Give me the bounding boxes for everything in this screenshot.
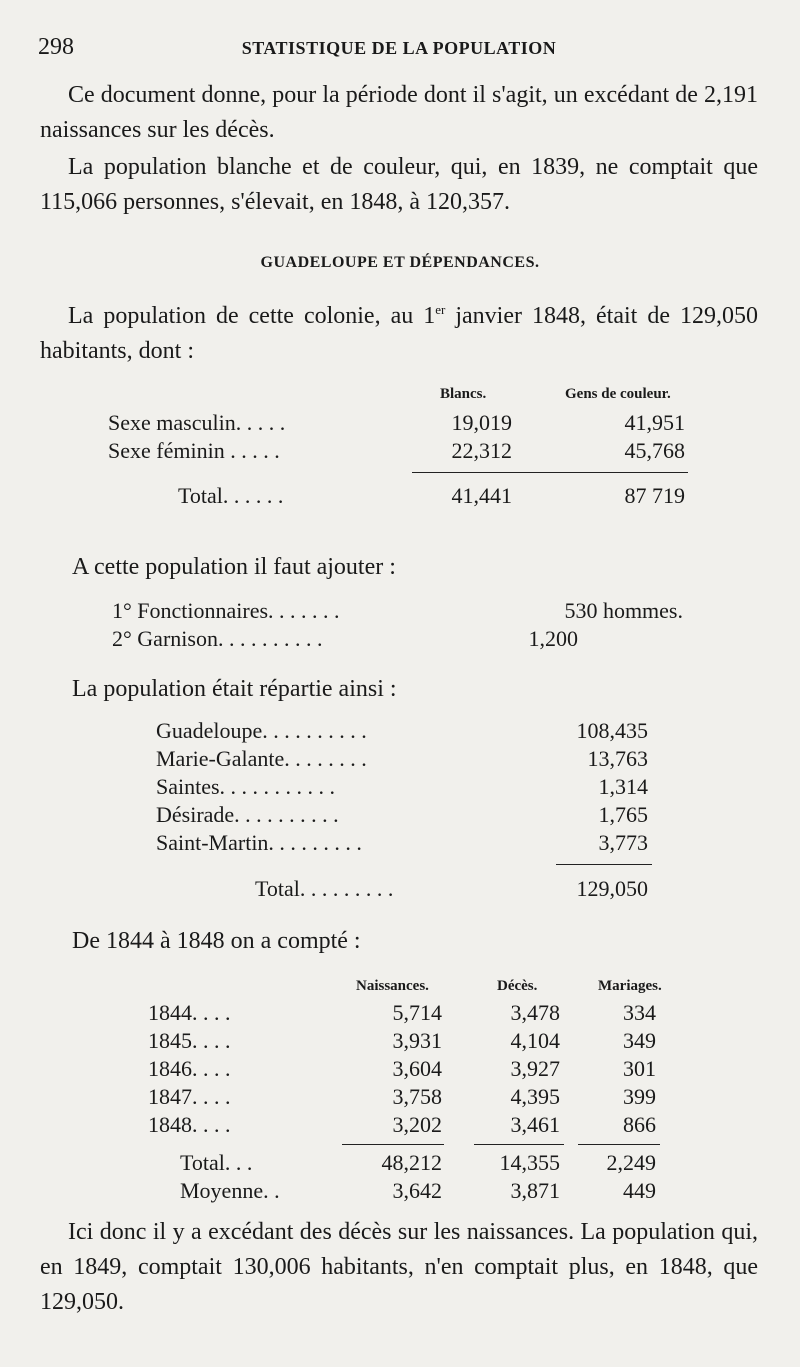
col-header-deces: Décès. (497, 978, 538, 994)
vital-moyenne-mariages: 449 (623, 1178, 656, 1203)
dist-label-marie-galante: Marie-Galante. . . . . . . . (156, 746, 367, 771)
vital-deces-1848: 3,461 (510, 1112, 560, 1137)
addition-garnison-label: 2° Garnison. . . . . . . . . . (112, 626, 323, 651)
dist-value-saint-martin: 3,773 (598, 830, 648, 855)
section-title: GUADELOUPE ET DÉPENDANCES. (260, 254, 540, 271)
closing-paragraph: Ici donc il y a excédant des décès sur les naissances. La population qui, en 1849, comptait 130,006 habitants, n'en comptait plus, en 1848, que 129,050. (40, 1219, 758, 1315)
total-couleur: 87 719 (624, 483, 685, 508)
running-header (38, 34, 760, 64)
intro-paragraph-2: La population blanche et de couleur, qui, en 1839, ne comptait que 115,066 personnes, s'élevait, en 1848, à 120,357. (40, 154, 758, 215)
vital-year-1844: 1844. . . . (148, 1000, 231, 1025)
vital-naissances-1848: 3,202 (392, 1112, 442, 1137)
vital-naissances-1846: 3,604 (392, 1056, 442, 1081)
dist-value-marie-galante: 13,763 (587, 746, 648, 771)
col-header-naissances: Naissances. (356, 978, 429, 994)
addition-fonctionnaires-value: 530 hommes. (564, 598, 683, 623)
distribution-heading: La population était répartie ainsi : (72, 676, 397, 702)
dist-total-value: 129,050 (576, 876, 648, 901)
total-rule (412, 472, 688, 473)
intro-paragraph-1: Ce document donne, pour la période dont il s'agit, un excédant de 2,191 naissances sur les décès. (40, 82, 758, 143)
vital-total-naissances: 48,212 (381, 1150, 442, 1175)
vital-mariages-1846: 301 (623, 1056, 656, 1081)
vital-naissances-1845: 3,931 (392, 1028, 442, 1053)
dist-label-saintes: Saintes. . . . . . . . . . . (156, 774, 336, 799)
vital-deces-1844: 3,478 (510, 1000, 560, 1025)
vital-moyenne-deces: 3,871 (510, 1178, 560, 1203)
row-label-masculin: Sexe masculin. . . . . (108, 410, 286, 435)
total-blancs: 41,441 (451, 483, 512, 508)
vital-total-mariages: 2,249 (606, 1150, 656, 1175)
dist-total-rule (556, 864, 652, 865)
vital-year-1848: 1848. . . . (148, 1112, 231, 1137)
vital-mariages-1847: 399 (623, 1084, 656, 1109)
vital-heading: De 1844 à 1848 on a compté : (72, 928, 361, 954)
vital-rule-deces (474, 1144, 564, 1145)
addition-garnison-value: 1,200 (528, 626, 578, 651)
vital-rule-mariages (578, 1144, 660, 1145)
vital-deces-1846: 3,927 (510, 1056, 560, 1081)
addition-fonctionnaires-label: 1° Fonctionnaires. . . . . . . (112, 598, 340, 623)
dist-value-desirade: 1,765 (598, 802, 648, 827)
page-number: 298 (38, 34, 74, 60)
cell-couleur-masculin: 41,951 (624, 410, 685, 435)
vital-naissances-1844: 5,714 (392, 1000, 442, 1025)
population-intro: La population de cette colonie, au 1er janvier 1848, était de 129,050 habitants, dont : (40, 302, 758, 364)
row-label-feminin: Sexe féminin . . . . . (108, 438, 280, 463)
cell-couleur-feminin: 45,768 (624, 438, 685, 463)
col-header-blancs: Blancs. (440, 386, 487, 402)
dist-label-desirade: Désirade. . . . . . . . . . (156, 802, 339, 827)
vital-moyenne-naissances: 3,642 (392, 1178, 442, 1203)
dist-value-saintes: 1,314 (598, 774, 648, 799)
col-header-mariages: Mariages. (598, 978, 662, 994)
cell-blancs-feminin: 22,312 (451, 438, 512, 463)
vital-total-deces: 14,355 (499, 1150, 560, 1175)
vital-year-1847: 1847. . . . (148, 1084, 231, 1109)
vital-mariages-1848: 866 (623, 1112, 656, 1137)
vital-rule-naissances (342, 1144, 444, 1145)
vital-deces-1847: 4,395 (510, 1084, 560, 1109)
col-header-couleur: Gens de couleur. (565, 386, 671, 402)
cell-blancs-masculin: 19,019 (451, 410, 512, 435)
vital-moyenne-label: Moyenne. . (180, 1178, 280, 1203)
dist-value-guadeloupe: 108,435 (576, 718, 648, 743)
vital-mariages-1844: 334 (623, 1000, 656, 1025)
total-label-sex: Total. . . . . . (178, 483, 284, 508)
vital-year-1846: 1846. . . . (148, 1056, 231, 1081)
dist-label-guadeloupe: Guadeloupe. . . . . . . . . . (156, 718, 367, 743)
vital-naissances-1847: 3,758 (392, 1084, 442, 1109)
vital-year-1845: 1845. . . . (148, 1028, 231, 1053)
vital-mariages-1845: 349 (623, 1028, 656, 1053)
dist-total-label: Total. . . . . . . . . (255, 876, 394, 901)
additions-heading: A cette population il faut ajouter : (72, 554, 396, 580)
vital-deces-1845: 4,104 (510, 1028, 560, 1053)
running-title: STATISTIQUE DE LA POPULATION (241, 38, 557, 58)
dist-label-saint-martin: Saint-Martin. . . . . . . . . (156, 830, 362, 855)
vital-total-label: Total. . . (180, 1150, 253, 1175)
